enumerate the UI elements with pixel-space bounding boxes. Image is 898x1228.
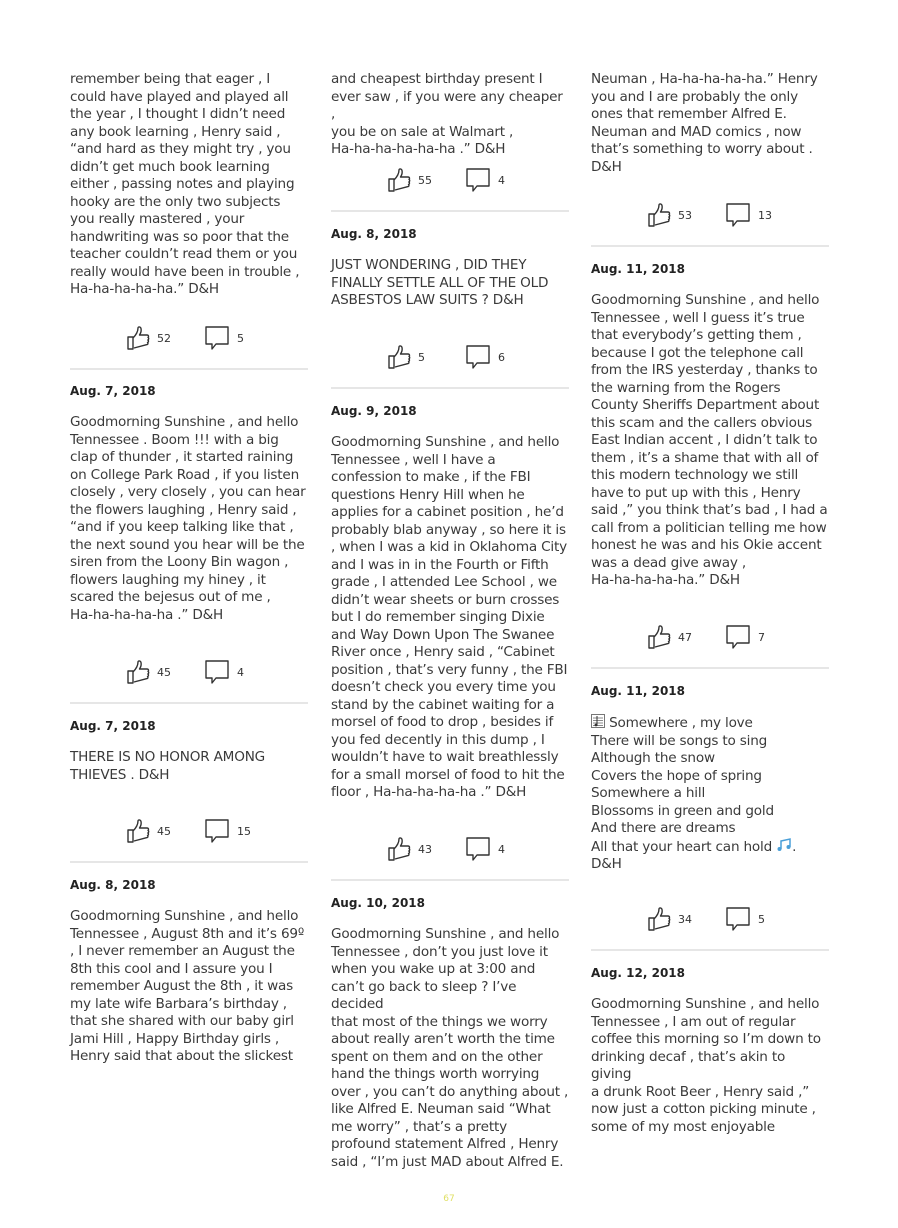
thumbs-up-icon: [647, 202, 671, 228]
reaction-bar: [70, 816, 308, 846]
post-text: Goodmorning Sunshine , and hello Tennessee , well I guess it’s true that everybody’s getting them , because I got the telephone call from the IRS yesterday , thanks to the warning from the Rogers County Sheriffs Department about this scam and the callers obvious East Indian accent , I didn’t talk to them , it’s a shame that with all of this modern technology we still have to put up with this , Henry said ,” you think that’s bad , I had a call from a politician telling me how honest he was and his Okie accent was a dead give away , Ha-ha-ha-ha-ha.” D&H: [591, 292, 828, 588]
divider: [70, 861, 308, 863]
speech-bubble-icon: [204, 659, 230, 685]
thumbs-up-icon: [387, 344, 411, 370]
comment-button[interactable]: [725, 200, 772, 230]
like-count: 34: [678, 912, 692, 926]
divider: [331, 387, 569, 389]
post-date: Aug. 11, 2018: [591, 684, 685, 698]
post-date: Aug. 9, 2018: [331, 404, 417, 418]
reaction-bar: [70, 657, 308, 687]
comment-button[interactable]: [204, 323, 244, 353]
divider: [591, 667, 829, 669]
post-text: Goodmorning Sunshine , and hello Tennessee , well I have a confession to make , if the FBI questions Henry Hill when he applies for a cabinet position , he’d probably blab anyway , so here it is , when I was a kid in Oklahoma City and I was in in the Fourth or Fifth grade , I attended Lee School , we didn’t wear sheets or burn crosses but I do remember singing Dixie and Way Down Upon The Swanee River once , Henry said , “Cabinet position , that’s very funny , the FBI doesn’t check you every time you stand by the cabinet waiting for a morsel of food to drop , besides if you fed decently in this dump , I wouldn’t have to wait breathlessly for a small morsel of food to hit the floor , Ha-ha-ha-ha-ha .” D&H: [331, 434, 568, 800]
reaction-bar: [331, 165, 569, 195]
comment-button[interactable]: [465, 165, 505, 195]
post-date: Aug. 12, 2018: [591, 966, 685, 980]
signature: D&H: [591, 856, 622, 872]
reaction-bar: [331, 834, 569, 864]
divider: [331, 879, 569, 881]
comment-count: 15: [237, 824, 251, 838]
speech-bubble-icon: [204, 818, 230, 844]
like-button[interactable]: [126, 657, 171, 687]
song-first-line: Somewhere , my love: [605, 715, 753, 731]
post-date: Aug. 7, 2018: [70, 719, 156, 733]
comment-count: 6: [498, 350, 505, 364]
comment-count: 5: [758, 912, 765, 926]
post-date: Aug. 7, 2018: [70, 384, 156, 398]
post-text-continued: Neuman , Ha-ha-ha-ha-ha.” Henry you and I are probably the only ones that remember Alfred E. Neuman and MAD comics , now that’s something to worry about . D&H: [591, 71, 818, 175]
comment-count: 13: [758, 208, 772, 222]
comment-count: 4: [498, 842, 505, 856]
comment-count: 5: [237, 331, 244, 345]
comment-button[interactable]: [204, 816, 251, 846]
speech-bubble-icon: [465, 836, 491, 862]
thumbs-up-icon: [126, 818, 150, 844]
like-button[interactable]: [387, 165, 432, 195]
like-button[interactable]: [126, 323, 171, 353]
divider: [331, 210, 569, 212]
musical-notes-icon: [776, 838, 792, 857]
comment-button[interactable]: [204, 657, 244, 687]
speech-bubble-icon: [725, 624, 751, 650]
like-count: 52: [157, 331, 171, 345]
post-date: Aug. 10, 2018: [331, 896, 425, 910]
comment-count: 7: [758, 630, 765, 644]
like-count: 55: [418, 173, 432, 187]
speech-bubble-icon: [465, 344, 491, 370]
speech-bubble-icon: [204, 325, 230, 351]
like-button[interactable]: [647, 904, 692, 934]
reaction-bar: [591, 200, 829, 230]
comment-button[interactable]: [725, 622, 765, 652]
speech-bubble-icon: [725, 906, 751, 932]
like-count: 45: [157, 824, 171, 838]
like-count: 5: [418, 350, 425, 364]
post-date: Aug. 8, 2018: [331, 227, 417, 241]
reaction-bar: [591, 904, 829, 934]
reaction-bar: [331, 342, 569, 372]
post-text: [591, 714, 829, 874]
divider: [591, 949, 829, 951]
musical-score-icon: [591, 714, 605, 733]
divider: [70, 702, 308, 704]
post-text: Goodmorning Sunshine , and hello Tennessee , don’t you just love it when you wake up at 3:00 and can’t go back to sleep ? I’ve decided that most of the things we worry about really aren’t worth the time spent on them and on the other hand the things worth worrying over , you can’t do anything about , like Alfred E. Neuman said “What me worry” , that’s a pretty profound statement Alfred , Henry said , “I’m just MAD about Alfred E.: [331, 926, 569, 1170]
comment-count: 4: [237, 665, 244, 679]
like-button[interactable]: [647, 200, 692, 230]
divider: [591, 245, 829, 247]
post-text: Goodmorning Sunshine , and hello Tennessee , I am out of regular coffee this morning so I’m down to drinking decaf , that’s akin to giving a drunk Root Beer , Henry said ,” now just a cotton picking minute , some of my most enjoyable: [591, 996, 821, 1135]
thumbs-up-icon: [126, 659, 150, 685]
like-button[interactable]: [387, 342, 425, 372]
post-date: Aug. 11, 2018: [591, 262, 685, 276]
comment-button[interactable]: [465, 342, 505, 372]
speech-bubble-icon: [725, 202, 751, 228]
song-end: .: [792, 838, 797, 855]
post-text: Goodmorning Sunshine , and hello Tennessee . Boom !!! with a big clap of thunder , it started raining on College Park Road , if you listen closely , very closely , you can hear the flowers laughing , Henry said , “and if you keep talking like that , the next sound you hear will be the siren from the Loony Bin wagon , flowers laughing my hiney , it scared the bejesus out of me , Ha-ha-ha-ha-ha .” D&H: [70, 414, 306, 623]
post-text-continued: remember being that eager , I could have played and played all the year , I thought I didn’t need any book learning , Henry said , “and hard as they might try , you didn’t get much book learning either , passing notes and playing hooky are the only two subjects you really mastered , your handwriting was so poor that the teacher couldn’t read them or you really would have been in trouble , Ha-ha-ha-ha-ha.” D&H: [70, 71, 300, 297]
like-button[interactable]: [387, 834, 432, 864]
post-text: JUST WONDERING , DID THEY FINALLY SETTLE ALL OF THE OLD ASBESTOS LAW SUITS ? D&H: [331, 257, 549, 308]
divider: [70, 368, 308, 370]
post-text: THERE IS NO HONOR AMONG THIEVES . D&H: [70, 749, 266, 783]
post-date: Aug. 8, 2018: [70, 878, 156, 892]
thumbs-up-icon: [126, 325, 150, 351]
speech-bubble-icon: [465, 167, 491, 193]
comment-count: 4: [498, 173, 505, 187]
like-count: 43: [418, 842, 432, 856]
thumbs-up-icon: [647, 906, 671, 932]
like-count: 45: [157, 665, 171, 679]
like-button[interactable]: [647, 622, 692, 652]
post-text: Goodmorning Sunshine , and hello Tennessee , August 8th and it’s 69º , I never remember an August the 8th this cool and I assure you I remember August the 8th , it was my late wife Barbara’s birthday , that she shared with our baby girl Jami Hill , Happy Birthday girls , Henry said that about the slickest: [70, 908, 305, 1064]
comment-button[interactable]: [465, 834, 505, 864]
like-count: 53: [678, 208, 692, 222]
reaction-bar: [70, 323, 308, 353]
like-button[interactable]: [126, 816, 171, 846]
thumbs-up-icon: [647, 624, 671, 650]
comment-button[interactable]: [725, 904, 765, 934]
like-count: 47: [678, 630, 692, 644]
reaction-bar: [591, 622, 829, 652]
thumbs-up-icon: [387, 167, 411, 193]
thumbs-up-icon: [387, 836, 411, 862]
song-lyrics: There will be songs to sing Although the snow Covers the hope of spring Somewhere a hill Blossoms in green and gold And there are dreams All that your heart can hold: [591, 732, 774, 855]
post-text-continued: and cheapest birthday present I ever saw , if you were any cheaper , you be on sale at Walmart , Ha-ha-ha-ha-ha-ha .” D&H: [331, 71, 563, 157]
page-number: 67: [443, 1194, 455, 1204]
